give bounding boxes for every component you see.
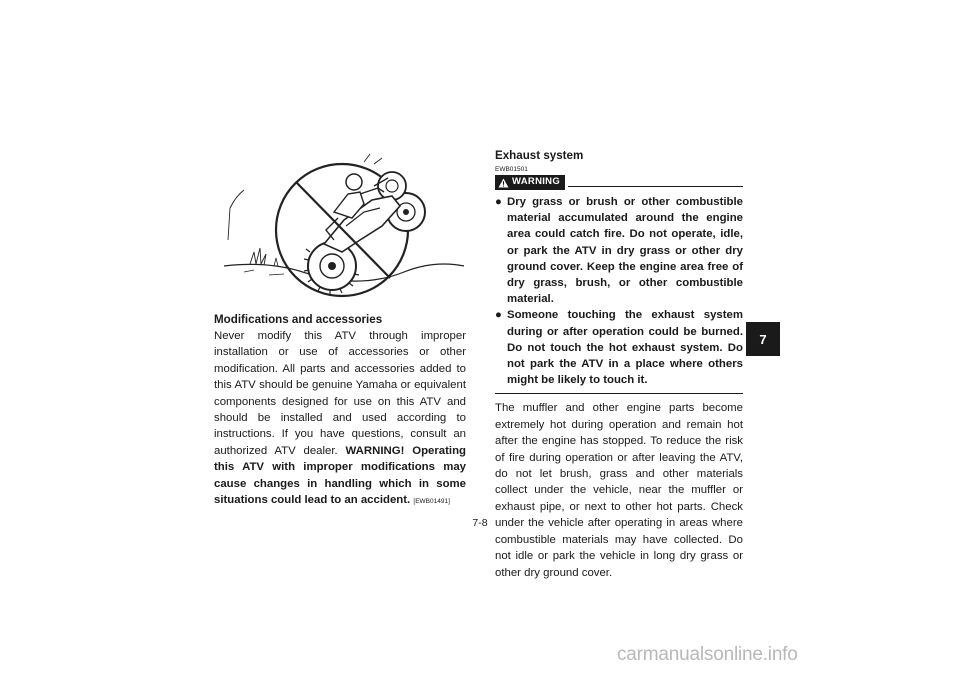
right-column: [495, 148, 743, 581]
atv-wheelie-prohibited-illustration: [214, 148, 466, 306]
modifications-warning-text: WARNING! Operating this ATV with improper modifications may cause changes in handling which in some situations could lead to an accident.: [214, 444, 467, 507]
atv-wheelie-prohibited-icon: [214, 148, 466, 306]
modifications-body-text: Never modify this ATV through improper installation or use of accessories or other modification. All parts and accessories added to this ATV should be genuine Yamaha or equivalent components designed for use on this ATV and should be installed and used according to instructions. If you have questions, consult an authorized ATV dealer.: [214, 330, 466, 457]
exhaust-body: The muffler and other engine parts become extremely hot during operation and remain hot after the engine has stopped. To reduce the risk of fire during operation or after leaving the ATV, do not let brush, grass and other materials collect under the vehicle, near the muffler or exhaust pipe, or next to other hot parts. Check under the vehicle after operating in areas where combustible materials may have collected. Do not idle or park the vehicle in long dry grass or other dry ground cover.: [495, 402, 743, 579]
warning-badge: [495, 175, 565, 190]
exhaust-system-heading: Exhaust system: [495, 149, 584, 162]
warning-label: WARNING: [512, 176, 561, 188]
modifications-heading: Modifications and accessories: [214, 313, 383, 326]
warning-triangle-icon: [498, 178, 509, 188]
warning-end-divider: [495, 393, 743, 394]
watermark: carmanualsonline.info: [617, 644, 798, 665]
exhaust-warning-code: EWB01501: [495, 166, 528, 173]
bullet-icon: ●: [495, 309, 502, 322]
modifications-warning-code: [EWB01491]: [413, 498, 450, 506]
warning-list-item: [495, 307, 743, 388]
warning-list: [495, 194, 743, 388]
modifications-body: [214, 328, 466, 510]
left-column: [214, 148, 466, 510]
warning-divider: [568, 186, 743, 187]
warning-header: [495, 175, 743, 190]
warning-list-item: [495, 194, 743, 307]
bullet-icon: ●: [495, 196, 502, 208]
chapter-tab: 7: [746, 322, 780, 356]
warning-item-text: Dry grass or brush or other combustible material accumulated around the engine area could catch fire. Do not operate, idle, or park the ATV in dry grass or other dry ground cover. Keep the engine area free of dry grass, brush, or other combustible material.: [507, 196, 743, 306]
warning-item-text: Someone touching the exhaust system during or after operation could be burned. Do not touch the hot exhaust system. Do not park the ATV in a place where others might be likely to touch it.: [507, 309, 743, 387]
page-number: 7-8: [472, 517, 488, 529]
